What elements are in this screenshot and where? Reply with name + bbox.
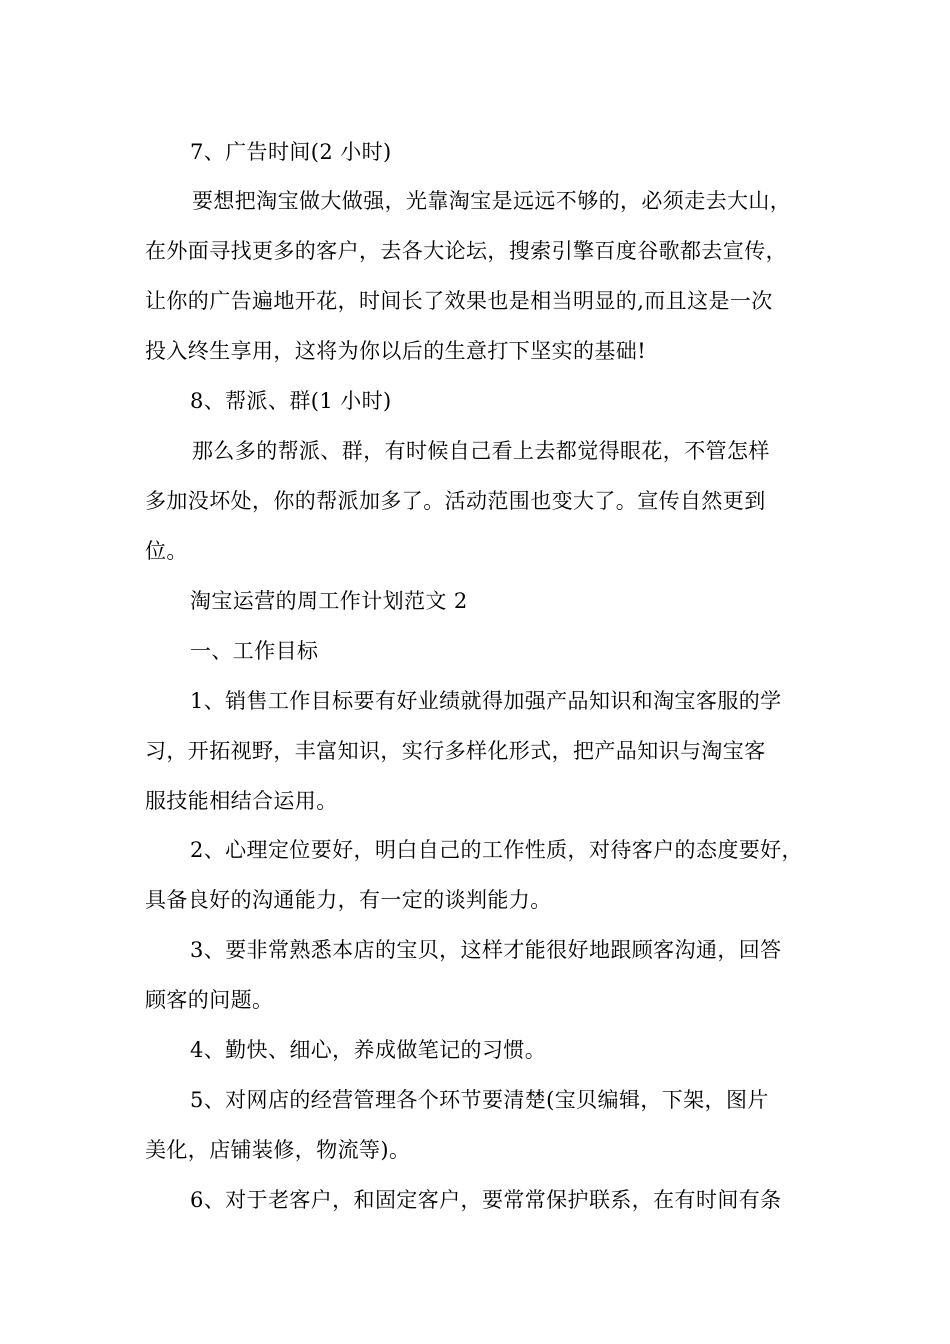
paragraph-line: 投入终生享用，这将为你以后的生意打下坚实的基础! [145, 339, 647, 363]
paragraph-line: 美化，店铺装修，物流等)。 [145, 1138, 411, 1162]
paragraph-line: 习，开拓视野，丰富知识，实行多样化形式，把产品知识与淘宝客 [145, 739, 766, 763]
paragraph-line: 4、勤快、细心，养成做笔记的习惯。 [190, 1038, 547, 1062]
paragraph-line: 多加没坏处，你的帮派加多了。活动范围也变大了。宣传自然更到 [145, 489, 766, 513]
section-heading-ad-time: 7、广告时间(2 小时) [190, 140, 392, 164]
section-heading-groups: 8、帮派、群(1 小时) [190, 389, 392, 413]
document-subtitle: 淘宝运营的周工作计划范文 2 [190, 589, 468, 613]
paragraph-line: 那么多的帮派、群，有时候自己看上去都觉得眼花，不管怎样 [192, 439, 770, 463]
paragraph-line: 6、对于老客户，和固定客户，要常常保护联系，在有时间有条 [190, 1188, 782, 1212]
paragraph-line: 在外面寻找更多的客户，去各大论坛，搜索引擎百度谷歌都去宣传， [145, 239, 787, 263]
paragraph-line: 3、要非常熟悉本店的宝贝，这样才能很好地跟顾客沟通，回答 [190, 938, 782, 962]
paragraph-line: 位。 [145, 539, 188, 563]
paragraph-line: 要想把淘宝做大做强，光靠淘宝是远远不够的，必须走去大山， [192, 189, 792, 213]
paragraph-line: 顾客的问题。 [145, 988, 274, 1012]
paragraph-line: 让你的广告遍地开花，时间长了效果也是相当明显的,而且这是一次 [145, 289, 773, 313]
section-heading-goals: 一、工作目标 [190, 639, 319, 663]
paragraph-line: 服技能相结合运用。 [145, 789, 338, 813]
paragraph-line: 具备良好的沟通能力，有一定的谈判能力。 [145, 888, 552, 912]
paragraph-line: 2、心理定位要好，明白自己的工作性质，对待客户的态度要好， [190, 838, 803, 862]
paragraph-line: 5、对网店的经营管理各个环节要清楚(宝贝编辑，下架，图片 [190, 1088, 769, 1112]
paragraph-line: 1、销售工作目标要有好业绩就得加强产品知识和淘宝客服的学 [190, 689, 782, 713]
